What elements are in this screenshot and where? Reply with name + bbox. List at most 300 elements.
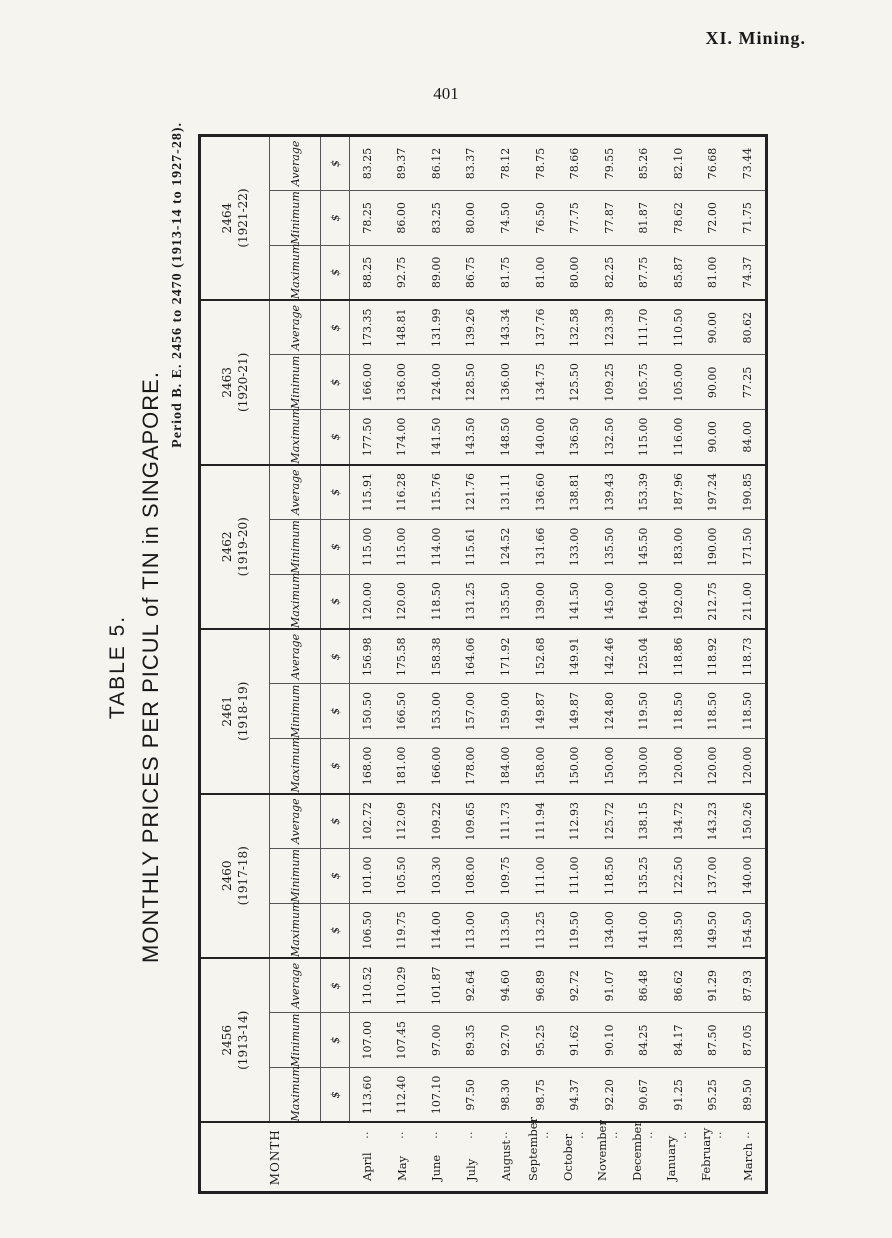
unit-label: $ xyxy=(321,629,350,684)
price-cell: 109.75 xyxy=(488,848,523,903)
price-cell: 134.72 xyxy=(661,794,696,849)
price-cell: 109.25 xyxy=(592,355,627,410)
price-cell: 150.00 xyxy=(592,739,627,794)
price-cell: 85.26 xyxy=(626,136,661,191)
price-cell: 156.98 xyxy=(350,629,385,684)
price-cell: 148.81 xyxy=(385,300,420,355)
column-subheader: Minimum xyxy=(270,1013,321,1068)
price-cell: 128.50 xyxy=(454,355,489,410)
subheader-row xyxy=(270,136,321,1193)
price-cell: 83.25 xyxy=(419,190,454,245)
price-cell: 143.23 xyxy=(696,794,731,849)
column-subheader: Average xyxy=(270,136,321,191)
price-cell: 92.75 xyxy=(385,245,420,300)
price-cell: 77.25 xyxy=(730,355,766,410)
table-row xyxy=(626,136,661,1193)
price-cell: 72.00 xyxy=(696,190,731,245)
price-cell: 158.38 xyxy=(419,629,454,684)
column-subheader: Minimum xyxy=(270,848,321,903)
price-cell: 113.50 xyxy=(488,903,523,958)
unit-label: $ xyxy=(321,136,350,191)
price-cell: 115.00 xyxy=(626,410,661,465)
price-cell: 134.75 xyxy=(523,355,558,410)
price-cell: 174.00 xyxy=(385,410,420,465)
month-cell xyxy=(454,1123,489,1193)
table-row xyxy=(696,136,731,1193)
price-cell: 192.00 xyxy=(661,574,696,629)
unit-label: $ xyxy=(321,684,350,739)
leader-dots: ·· xyxy=(609,1131,624,1139)
month-label: May xyxy=(394,1155,409,1181)
price-cell: 132.50 xyxy=(592,410,627,465)
price-cell: 197.24 xyxy=(696,465,731,520)
unit-label: $ xyxy=(321,1013,350,1068)
price-cell: 115.00 xyxy=(385,519,420,574)
unit-label: $ xyxy=(321,958,350,1013)
price-cell: 111.94 xyxy=(523,794,558,849)
price-cell: 149.91 xyxy=(557,629,592,684)
price-cell: 81.00 xyxy=(523,245,558,300)
column-subheader: Maximum xyxy=(270,574,321,629)
column-subheader: Minimum xyxy=(270,190,321,245)
month-cell xyxy=(385,1123,420,1193)
table-row xyxy=(488,136,523,1193)
price-cell: 118.50 xyxy=(419,574,454,629)
month-cell xyxy=(523,1116,558,1193)
price-cell: 149.50 xyxy=(696,903,731,958)
price-cell: 159.00 xyxy=(488,684,523,739)
be-year: 2456 xyxy=(220,1024,234,1056)
price-cell: 118.73 xyxy=(730,629,766,684)
price-cell: 125.04 xyxy=(626,629,661,684)
price-cell: 149.87 xyxy=(523,684,558,739)
year-group-header xyxy=(200,958,270,1122)
month-cell xyxy=(557,1123,592,1193)
price-cell: 90.67 xyxy=(626,1068,661,1123)
price-cell: 138.15 xyxy=(626,794,661,849)
price-cell: 112.93 xyxy=(557,794,592,849)
price-cell: 140.00 xyxy=(523,410,558,465)
price-cell: 148.50 xyxy=(488,410,523,465)
unit-label: $ xyxy=(321,245,350,300)
month-cell xyxy=(592,1120,627,1193)
price-cell: 111.00 xyxy=(523,848,558,903)
price-cell: 109.22 xyxy=(419,794,454,849)
price-cell: 107.10 xyxy=(419,1068,454,1123)
month-cell xyxy=(488,1123,523,1193)
price-cell: 87.05 xyxy=(730,1013,766,1068)
price-cell: 150.26 xyxy=(730,794,766,849)
price-cell: 112.40 xyxy=(385,1068,420,1123)
price-cell: 76.50 xyxy=(523,190,558,245)
leader-dots: ·· xyxy=(740,1131,755,1139)
price-cell: 90.10 xyxy=(592,1013,627,1068)
column-subheader: Maximum xyxy=(270,739,321,794)
column-subheader: Maximum xyxy=(270,1068,321,1123)
year-group-header xyxy=(200,794,270,958)
price-cell: 84.00 xyxy=(730,410,766,465)
price-cell: 118.50 xyxy=(661,684,696,739)
be-year: 2461 xyxy=(220,696,234,727)
table-row xyxy=(523,136,558,1193)
be-year: 2462 xyxy=(220,531,234,563)
price-cell: 132.58 xyxy=(557,300,592,355)
price-cell: 152.68 xyxy=(523,629,558,684)
price-cell: 110.52 xyxy=(350,958,385,1013)
column-subheader: Average xyxy=(270,958,321,1013)
price-cell: 135.25 xyxy=(626,848,661,903)
price-cell: 81.00 xyxy=(696,245,731,300)
price-cell: 91.29 xyxy=(696,958,731,1013)
rotated-table-page xyxy=(100,122,760,1212)
price-cell: 95.25 xyxy=(696,1068,731,1123)
price-cell: 142.46 xyxy=(592,629,627,684)
price-cell: 90.00 xyxy=(696,300,731,355)
month-label: June xyxy=(429,1154,444,1181)
price-cell: 94.37 xyxy=(557,1068,592,1123)
ad-year: (1921-22) xyxy=(236,188,250,248)
month-cell xyxy=(350,1123,385,1193)
price-cell: 150.50 xyxy=(350,684,385,739)
price-cell: 78.66 xyxy=(557,136,592,191)
price-cell: 116.00 xyxy=(661,410,696,465)
month-label: March xyxy=(740,1143,755,1181)
price-cell: 96.89 xyxy=(523,958,558,1013)
price-cell: 85.87 xyxy=(661,245,696,300)
price-cell: 136.50 xyxy=(557,410,592,465)
column-subheader: Minimum xyxy=(270,519,321,574)
price-cell: 122.50 xyxy=(661,848,696,903)
price-cell: 124.00 xyxy=(419,355,454,410)
table-row xyxy=(385,136,420,1193)
column-subheader: Average xyxy=(270,465,321,520)
price-cell: 105.00 xyxy=(661,355,696,410)
price-cell: 157.00 xyxy=(454,684,489,739)
price-cell: 178.00 xyxy=(454,739,489,794)
price-cell: 136.00 xyxy=(488,355,523,410)
price-cell: 150.00 xyxy=(557,739,592,794)
price-cell: 164.00 xyxy=(626,574,661,629)
price-cell: 90.00 xyxy=(696,355,731,410)
price-cell: 107.00 xyxy=(350,1013,385,1068)
price-cell: 173.35 xyxy=(350,300,385,355)
price-cell: 190.00 xyxy=(696,519,731,574)
price-cell: 86.75 xyxy=(454,245,489,300)
price-cell: 91.62 xyxy=(557,1013,592,1068)
price-cell: 190.85 xyxy=(730,465,766,520)
table-row xyxy=(557,136,592,1193)
price-cell: 149.87 xyxy=(557,684,592,739)
price-cell: 78.25 xyxy=(350,190,385,245)
price-cell: 187.96 xyxy=(661,465,696,520)
price-cell: 137.76 xyxy=(523,300,558,355)
price-cell: 78.62 xyxy=(661,190,696,245)
price-cell: 168.00 xyxy=(350,739,385,794)
price-cell: 139.26 xyxy=(454,300,489,355)
price-cell: 138.81 xyxy=(557,465,592,520)
month-label: February xyxy=(698,1127,713,1181)
price-cell: 87.50 xyxy=(696,1013,731,1068)
page-number: 401 xyxy=(433,84,459,103)
price-cell: 118.50 xyxy=(696,684,731,739)
price-cell: 91.07 xyxy=(592,958,627,1013)
price-cell: 101.87 xyxy=(419,958,454,1013)
table-row xyxy=(454,136,489,1193)
unit-label: $ xyxy=(321,300,350,355)
price-table xyxy=(198,134,768,1194)
price-cell: 120.00 xyxy=(730,739,766,794)
price-cell: 130.00 xyxy=(626,739,661,794)
price-cell: 92.64 xyxy=(454,958,489,1013)
leader-dots: ·· xyxy=(678,1131,693,1139)
price-cell: 91.25 xyxy=(661,1068,696,1123)
price-cell: 111.00 xyxy=(557,848,592,903)
price-cell: 120.00 xyxy=(696,739,731,794)
tin-price-table xyxy=(198,134,768,1194)
price-cell: 131.11 xyxy=(488,465,523,520)
price-cell: 77.75 xyxy=(557,190,592,245)
price-cell: 103.30 xyxy=(419,848,454,903)
price-cell: 89.35 xyxy=(454,1013,489,1068)
month-cell xyxy=(626,1123,661,1193)
price-cell: 90.00 xyxy=(696,410,731,465)
price-cell: 143.50 xyxy=(454,410,489,465)
price-cell: 79.55 xyxy=(592,136,627,191)
price-cell: 131.99 xyxy=(419,300,454,355)
price-cell: 171.50 xyxy=(730,519,766,574)
price-cell: 115.00 xyxy=(350,519,385,574)
price-cell: 131.25 xyxy=(454,574,489,629)
price-cell: 121.76 xyxy=(454,465,489,520)
column-subheader: Minimum xyxy=(270,355,321,410)
price-cell: 181.00 xyxy=(385,739,420,794)
price-cell: 135.50 xyxy=(592,519,627,574)
unit-label: $ xyxy=(321,739,350,794)
unit-label: $ xyxy=(321,519,350,574)
unit-label: $ xyxy=(321,574,350,629)
leader-dots: ·· xyxy=(643,1131,658,1139)
price-cell: 136.60 xyxy=(523,465,558,520)
unit-label: $ xyxy=(321,848,350,903)
be-year: 2464 xyxy=(220,202,234,234)
unit-label: $ xyxy=(321,903,350,958)
column-subheader: Average xyxy=(270,794,321,849)
price-cell: 84.25 xyxy=(626,1013,661,1068)
price-cell: 211.00 xyxy=(730,574,766,629)
table-row xyxy=(419,136,454,1193)
price-cell: 118.50 xyxy=(730,684,766,739)
price-cell: 71.75 xyxy=(730,190,766,245)
price-cell: 82.10 xyxy=(661,136,696,191)
be-year: 2463 xyxy=(220,367,234,398)
price-cell: 105.75 xyxy=(626,355,661,410)
price-cell: 87.93 xyxy=(730,958,766,1013)
table-label: TABLE 5. xyxy=(106,614,129,720)
price-cell: 141.50 xyxy=(557,574,592,629)
period-note: Period B. E. 2456 to 2470 (1913-14 to 1927-28). xyxy=(170,122,185,448)
price-cell: 92.20 xyxy=(592,1068,627,1123)
price-cell: 84.17 xyxy=(661,1013,696,1068)
price-cell: 105.50 xyxy=(385,848,420,903)
price-cell: 120.00 xyxy=(350,574,385,629)
price-cell: 74.50 xyxy=(488,190,523,245)
unit-row xyxy=(321,136,350,1193)
leader-dots: ·· xyxy=(463,1131,478,1139)
price-cell: 98.30 xyxy=(488,1068,523,1123)
price-cell: 94.60 xyxy=(488,958,523,1013)
price-cell: 131.66 xyxy=(523,519,558,574)
leader-dots: ·· xyxy=(712,1131,727,1139)
price-cell: 89.37 xyxy=(385,136,420,191)
price-cell: 116.28 xyxy=(385,465,420,520)
month-cell xyxy=(661,1123,696,1193)
price-cell: 115.76 xyxy=(419,465,454,520)
price-cell: 124.80 xyxy=(592,684,627,739)
price-cell: 125.72 xyxy=(592,794,627,849)
price-cell: 108.00 xyxy=(454,848,489,903)
price-cell: 83.25 xyxy=(350,136,385,191)
leader-dots: ·· xyxy=(360,1131,375,1139)
price-cell: 101.00 xyxy=(350,848,385,903)
price-cell: 177.50 xyxy=(350,410,385,465)
price-cell: 114.00 xyxy=(419,903,454,958)
price-cell: 86.62 xyxy=(661,958,696,1013)
title-block xyxy=(100,122,200,1212)
price-cell: 86.48 xyxy=(626,958,661,1013)
year-group-header xyxy=(200,629,270,793)
price-cell: 212.75 xyxy=(696,574,731,629)
price-cell: 175.58 xyxy=(385,629,420,684)
column-subheader: Maximum xyxy=(270,245,321,300)
price-cell: 78.75 xyxy=(523,136,558,191)
price-cell: 171.92 xyxy=(488,629,523,684)
price-cell: 110.50 xyxy=(661,300,696,355)
price-cell: 95.25 xyxy=(523,1013,558,1068)
price-cell: 115.91 xyxy=(350,465,385,520)
column-subheader: Average xyxy=(270,629,321,684)
price-cell: 109.65 xyxy=(454,794,489,849)
price-cell: 112.09 xyxy=(385,794,420,849)
price-cell: 139.43 xyxy=(592,465,627,520)
price-cell: 80.00 xyxy=(454,190,489,245)
unit-label: $ xyxy=(321,410,350,465)
month-label: September xyxy=(526,1116,541,1181)
year-group-header xyxy=(200,136,270,301)
price-cell: 83.37 xyxy=(454,136,489,191)
price-cell: 110.29 xyxy=(385,958,420,1013)
unit-label: $ xyxy=(321,465,350,520)
price-cell: 77.87 xyxy=(592,190,627,245)
price-cell: 166.50 xyxy=(385,684,420,739)
price-cell: 134.00 xyxy=(592,903,627,958)
price-cell: 113.60 xyxy=(350,1068,385,1123)
price-cell: 113.25 xyxy=(523,903,558,958)
ad-year: (1918-19) xyxy=(236,681,250,741)
price-cell: 124.52 xyxy=(488,519,523,574)
price-cell: 153.39 xyxy=(626,465,661,520)
price-cell: 80.62 xyxy=(730,300,766,355)
price-cell: 138.50 xyxy=(661,903,696,958)
price-cell: 97.00 xyxy=(419,1013,454,1068)
price-cell: 135.50 xyxy=(488,574,523,629)
unit-label: $ xyxy=(321,190,350,245)
column-subheader: Minimum xyxy=(270,684,321,739)
price-cell: 123.39 xyxy=(592,300,627,355)
section-heading: XI. Mining. xyxy=(705,28,806,48)
price-cell: 119.75 xyxy=(385,903,420,958)
leader-dots: ·· xyxy=(498,1131,513,1139)
column-subheader: Average xyxy=(270,300,321,355)
price-cell: 141.00 xyxy=(626,903,661,958)
year-header-row xyxy=(200,136,270,1193)
unit-label: $ xyxy=(321,1068,350,1123)
price-cell: 86.00 xyxy=(385,190,420,245)
month-header: MONTH xyxy=(268,1129,283,1186)
price-cell: 184.00 xyxy=(488,739,523,794)
table-row xyxy=(661,136,696,1193)
leader-dots: ·· xyxy=(574,1131,589,1139)
price-cell: 166.00 xyxy=(419,739,454,794)
month-label: August xyxy=(498,1139,513,1181)
price-cell: 107.45 xyxy=(385,1013,420,1068)
price-cell: 141.50 xyxy=(419,410,454,465)
table-row xyxy=(592,136,627,1193)
price-cell: 143.34 xyxy=(488,300,523,355)
price-cell: 81.75 xyxy=(488,245,523,300)
price-cell: 136.00 xyxy=(385,355,420,410)
price-cell: 118.86 xyxy=(661,629,696,684)
price-cell: 89.00 xyxy=(419,245,454,300)
price-cell: 73.44 xyxy=(730,136,766,191)
price-cell: 102.72 xyxy=(350,794,385,849)
month-label: April xyxy=(360,1152,375,1181)
price-cell: 92.70 xyxy=(488,1013,523,1068)
price-cell: 125.50 xyxy=(557,355,592,410)
month-label: July xyxy=(463,1158,478,1181)
price-cell: 140.00 xyxy=(730,848,766,903)
unit-label: $ xyxy=(321,355,350,410)
price-cell: 119.50 xyxy=(557,903,592,958)
leader-dots: ·· xyxy=(540,1131,555,1139)
year-group-header xyxy=(200,300,270,464)
price-cell: 133.00 xyxy=(557,519,592,574)
ad-year: (1913-14) xyxy=(236,1010,250,1070)
price-cell: 120.00 xyxy=(661,739,696,794)
year-group-header xyxy=(200,465,270,629)
ad-year: (1919-20) xyxy=(236,517,250,577)
table-title: MONTHLY PRICES PER PICUL of TIN in SINGAPORE. xyxy=(138,371,163,963)
month-cell xyxy=(419,1123,454,1193)
be-year: 2460 xyxy=(220,860,234,892)
month-label: October xyxy=(560,1133,575,1181)
price-cell: 114.00 xyxy=(419,519,454,574)
ad-year: (1917-18) xyxy=(236,846,250,906)
price-cell: 88.25 xyxy=(350,245,385,300)
table-body xyxy=(350,136,767,1193)
month-cell xyxy=(696,1123,731,1193)
price-cell: 76.68 xyxy=(696,136,731,191)
price-cell: 158.00 xyxy=(523,739,558,794)
table-row xyxy=(730,136,766,1193)
price-cell: 137.00 xyxy=(696,848,731,903)
unit-label: $ xyxy=(321,794,350,849)
price-cell: 118.92 xyxy=(696,629,731,684)
price-cell: 139.00 xyxy=(523,574,558,629)
price-cell: 82.25 xyxy=(592,245,627,300)
price-cell: 80.00 xyxy=(557,245,592,300)
price-cell: 164.06 xyxy=(454,629,489,684)
price-cell: 145.50 xyxy=(626,519,661,574)
